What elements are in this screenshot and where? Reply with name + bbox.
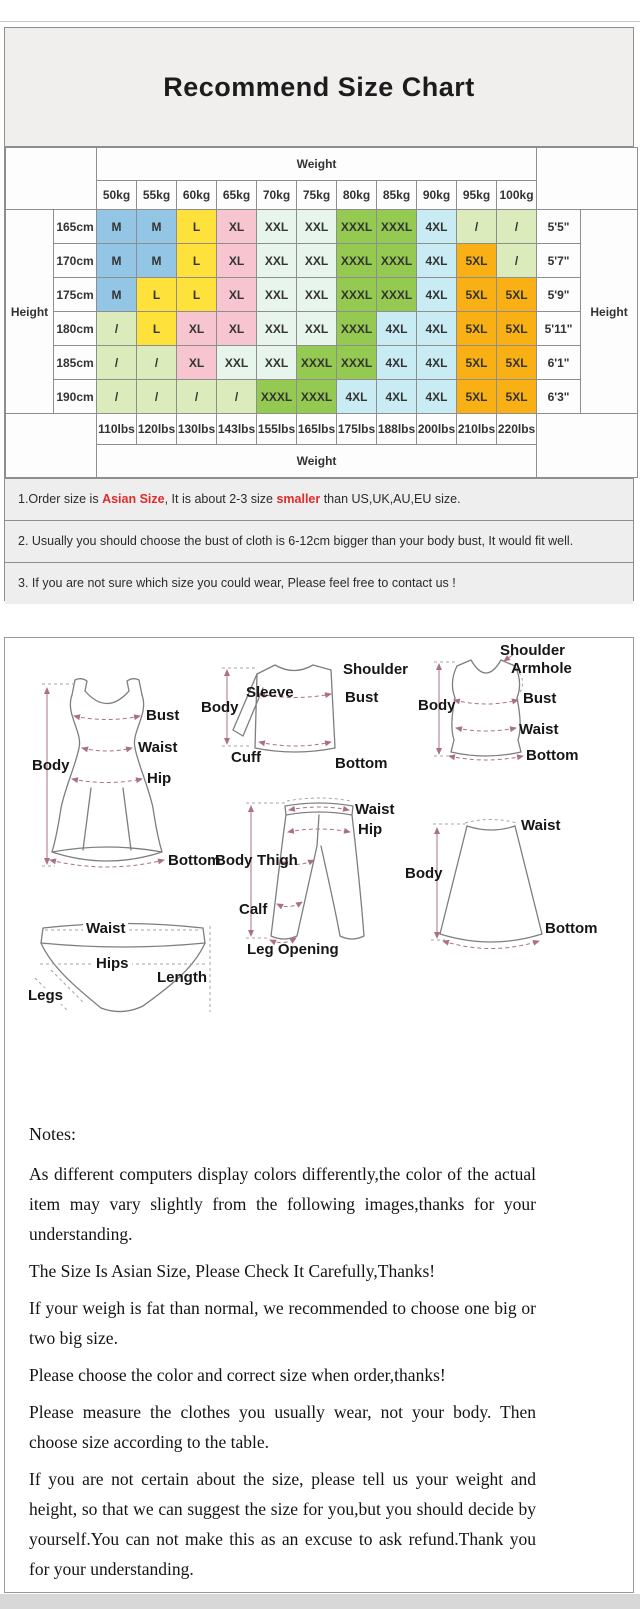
size-cell: 4XL (417, 210, 457, 244)
pants-thigh-label: Thigh (257, 852, 298, 869)
top-divider-line (0, 21, 640, 22)
note-paragraph-5: Please measure the clothes you usually wear, not your body. Then choose size according to the table. (29, 1402, 536, 1452)
size-cell: XXL (297, 210, 337, 244)
size-cell: XXL (257, 210, 297, 244)
size-cell: 4XL (417, 380, 457, 414)
size-cell: XXXL (297, 346, 337, 380)
size-cell: XL (177, 312, 217, 346)
vest-shoulder-label: Shoulder (500, 642, 566, 659)
size-cell: 5XL (457, 244, 497, 278)
size-cell: / (97, 380, 137, 414)
dress-hip-label: Hip (147, 770, 172, 787)
order-note-text: 3. If you are not sure which size you could wear, Please feel free to contact us ! (18, 576, 456, 590)
size-cell: / (97, 312, 137, 346)
size-cell: XXL (217, 346, 257, 380)
size-cell: XL (217, 278, 257, 312)
size-cell: XXL (257, 278, 297, 312)
size-cell: / (457, 210, 497, 244)
size-cell: XXL (257, 312, 297, 346)
table-row (6, 244, 638, 278)
size-cell: 4XL (417, 346, 457, 380)
pants-body-label: Body (215, 852, 253, 869)
size-cell: XXL (257, 346, 297, 380)
size-chart-title-bar (5, 28, 633, 147)
weight-kg-cell: 80kg (337, 181, 377, 210)
order-note-red-text: Asian Size (102, 492, 165, 506)
vest-armhole-label: Armhole (511, 660, 572, 677)
weight-lbs-cell: 200lbs (417, 414, 457, 445)
size-cell: / (137, 380, 177, 414)
size-cell: XXXL (337, 210, 377, 244)
order-note-text: 1.Order size is (18, 492, 103, 506)
corner-cell (537, 414, 638, 478)
weight-lbs-cell: 130lbs (177, 414, 217, 445)
table-row (6, 278, 638, 312)
height-cm-cell: 165cm (54, 210, 97, 244)
order-note-1 (5, 478, 633, 520)
order-note-text: 2. Usually you should choose the bust of cloth is 6-12cm bigger than your body bust, It would fit well. (18, 534, 574, 548)
size-cell: / (97, 346, 137, 380)
weight-header-cell: Weight (97, 148, 537, 181)
size-chart-panel (4, 27, 634, 601)
garment-diagrams (5, 638, 633, 1038)
shirt-sleeve-label: Sleeve (246, 684, 294, 701)
size-cell: 5XL (457, 312, 497, 346)
size-cell: L (177, 244, 217, 278)
size-cell: XL (177, 346, 217, 380)
size-cell: 4XL (417, 244, 457, 278)
shirt-bottom-label: Bottom (335, 755, 388, 772)
height-ft-cell: 6'3" (537, 380, 581, 414)
size-cell: / (217, 380, 257, 414)
weight-footer-cell: Weight (97, 445, 537, 478)
table-row (6, 414, 638, 445)
size-cell: 5XL (497, 380, 537, 414)
order-note-2 (5, 520, 633, 562)
size-cell: L (137, 278, 177, 312)
size-cell: XXXL (337, 312, 377, 346)
shirt-shoulder-label: Shoulder (343, 661, 409, 678)
size-cell: / (137, 346, 177, 380)
note-paragraph-2: The Size Is Asian Size, Please Check It Carefully,Thanks! (29, 1261, 436, 1281)
corner-cell (6, 414, 97, 478)
height-header-left-cell: Height (6, 210, 54, 414)
height-ft-cell: 5'7" (537, 244, 581, 278)
table-row (6, 148, 638, 181)
weight-lbs-cell: 110lbs (97, 414, 137, 445)
size-cell: XXXL (337, 346, 377, 380)
size-cell: 4XL (377, 380, 417, 414)
size-cell: M (97, 210, 137, 244)
weight-lbs-cell: 155lbs (257, 414, 297, 445)
size-cell: XXL (297, 244, 337, 278)
pants-hip-label: Hip (358, 821, 383, 838)
table-row (6, 380, 638, 414)
dress-body-label: Body (32, 757, 70, 774)
vest-bust-label: Bust (523, 690, 557, 707)
size-cell: XXL (297, 278, 337, 312)
weight-kg-cell: 50kg (97, 181, 137, 210)
size-cell: XXXL (257, 380, 297, 414)
height-ft-cell: 5'11" (537, 312, 581, 346)
shirt-body-label: Body (201, 699, 239, 716)
weight-lbs-cell: 220lbs (497, 414, 537, 445)
weight-kg-cell: 55kg (137, 181, 177, 210)
size-cell: / (497, 244, 537, 278)
height-cm-cell: 180cm (54, 312, 97, 346)
size-cell: 4XL (337, 380, 377, 414)
size-cell: L (137, 312, 177, 346)
dress-bust-label: Bust (146, 707, 180, 724)
notes-heading: Notes: (29, 1124, 76, 1144)
size-chart-table (5, 147, 638, 478)
size-cell: XXXL (377, 210, 417, 244)
size-cell: 5XL (497, 278, 537, 312)
size-cell: M (97, 244, 137, 278)
order-note-red-text: smaller (276, 492, 321, 506)
corner-cell (6, 148, 97, 210)
weight-lbs-cell: 210lbs (457, 414, 497, 445)
skirt-diagram (431, 820, 542, 949)
note-paragraph-6: If you are not certain about the size, please tell us your weight and height, so that we can suggest the size for you,but you should decide by yourself.You can not make this as an excuse to ask refund.Thank you for your understanding. (29, 1469, 536, 1579)
seller-notes (5, 1124, 633, 1584)
size-cell: M (137, 210, 177, 244)
weight-lbs-cell: 165lbs (297, 414, 337, 445)
vest-body-label: Body (418, 697, 456, 714)
note-paragraph-1: As different computers display colors differently,the color of the actual item may vary slightly from the following images,thanks for your understanding. (29, 1164, 536, 1244)
table-row (6, 346, 638, 380)
size-cell: XL (217, 244, 257, 278)
height-cm-cell: 170cm (54, 244, 97, 278)
size-cell: XXL (257, 244, 297, 278)
size-cell: 5XL (497, 346, 537, 380)
shirt-cuff-label: Cuff (231, 749, 261, 766)
skirt-bottom-label: Bottom (545, 920, 598, 937)
size-cell: 4XL (377, 346, 417, 380)
size-cell: L (177, 210, 217, 244)
weight-lbs-cell: 120lbs (137, 414, 177, 445)
size-cell: XXXL (377, 244, 417, 278)
dress-bottom-label: Bottom (168, 852, 221, 869)
corner-cell (537, 148, 638, 210)
size-cell: XL (217, 210, 257, 244)
size-cell: XXXL (377, 278, 417, 312)
pants-leg-opening-label: Leg Opening (247, 941, 339, 958)
height-cm-cell: 185cm (54, 346, 97, 380)
weight-kg-cell: 65kg (217, 181, 257, 210)
height-ft-cell: 5'9" (537, 278, 581, 312)
height-cm-cell: 175cm (54, 278, 97, 312)
briefs-legs-label: Legs (25, 988, 66, 1004)
height-cm-cell: 190cm (54, 380, 97, 414)
size-cell: L (177, 278, 217, 312)
weight-kg-cell: 60kg (177, 181, 217, 210)
shirt-bust-label: Bust (345, 689, 379, 706)
size-cell: M (137, 244, 177, 278)
briefs-waist-label: Waist (83, 921, 128, 937)
briefs-hips-label: Hips (93, 956, 132, 972)
weight-lbs-cell: 188lbs (377, 414, 417, 445)
size-cell: 4XL (417, 312, 457, 346)
order-note-text: than US,UK,AU,EU size. (320, 492, 461, 506)
dress-waist-label: Waist (138, 739, 178, 756)
table-row (6, 312, 638, 346)
order-notes (5, 478, 633, 604)
size-cell: 4XL (417, 278, 457, 312)
weight-kg-cell: 95kg (457, 181, 497, 210)
vest-bottom-label: Bottom (526, 747, 579, 764)
size-cell: 4XL (377, 312, 417, 346)
height-header-right-cell: Height (581, 210, 638, 414)
weight-lbs-cell: 143lbs (217, 414, 257, 445)
skirt-body-label: Body (405, 865, 443, 882)
order-note-text: , It is about 2-3 size (164, 492, 277, 506)
page-title: Recommend Size Chart (163, 71, 475, 102)
size-cell: 5XL (457, 346, 497, 380)
vest-waist-label: Waist (519, 721, 559, 738)
weight-kg-cell: 75kg (297, 181, 337, 210)
size-cell: XXXL (337, 278, 377, 312)
weight-kg-cell: 90kg (417, 181, 457, 210)
size-cell: / (497, 210, 537, 244)
size-cell: XXXL (297, 380, 337, 414)
note-paragraph-3: If your weigh is fat than normal, we recommended to choose one big or two big size. (29, 1298, 536, 1348)
height-ft-cell: 6'1" (537, 346, 581, 380)
size-cell: XL (217, 312, 257, 346)
table-row (6, 210, 638, 244)
skirt-waist-label: Waist (521, 817, 561, 834)
weight-lbs-cell: 175lbs (337, 414, 377, 445)
weight-kg-cell: 100kg (497, 181, 537, 210)
weight-kg-cell: 70kg (257, 181, 297, 210)
size-cell: 5XL (497, 312, 537, 346)
note-paragraph-4: Please choose the color and correct size when order,thanks! (29, 1365, 446, 1385)
pants-calf-label: Calf (239, 901, 268, 918)
height-ft-cell: 5'5" (537, 210, 581, 244)
size-cell: 5XL (457, 380, 497, 414)
size-cell: 5XL (457, 278, 497, 312)
order-note-3 (5, 562, 633, 604)
measure-guide-panel (4, 637, 634, 1593)
size-cell: / (177, 380, 217, 414)
size-cell: XXXL (337, 244, 377, 278)
size-cell: XXL (297, 312, 337, 346)
briefs-length-label: Length (157, 969, 207, 986)
size-cell: M (97, 278, 137, 312)
pants-diagram (246, 798, 364, 943)
weight-kg-cell: 85kg (377, 181, 417, 210)
bottom-strip (0, 1594, 640, 1609)
pants-waist-label: Waist (355, 801, 395, 818)
